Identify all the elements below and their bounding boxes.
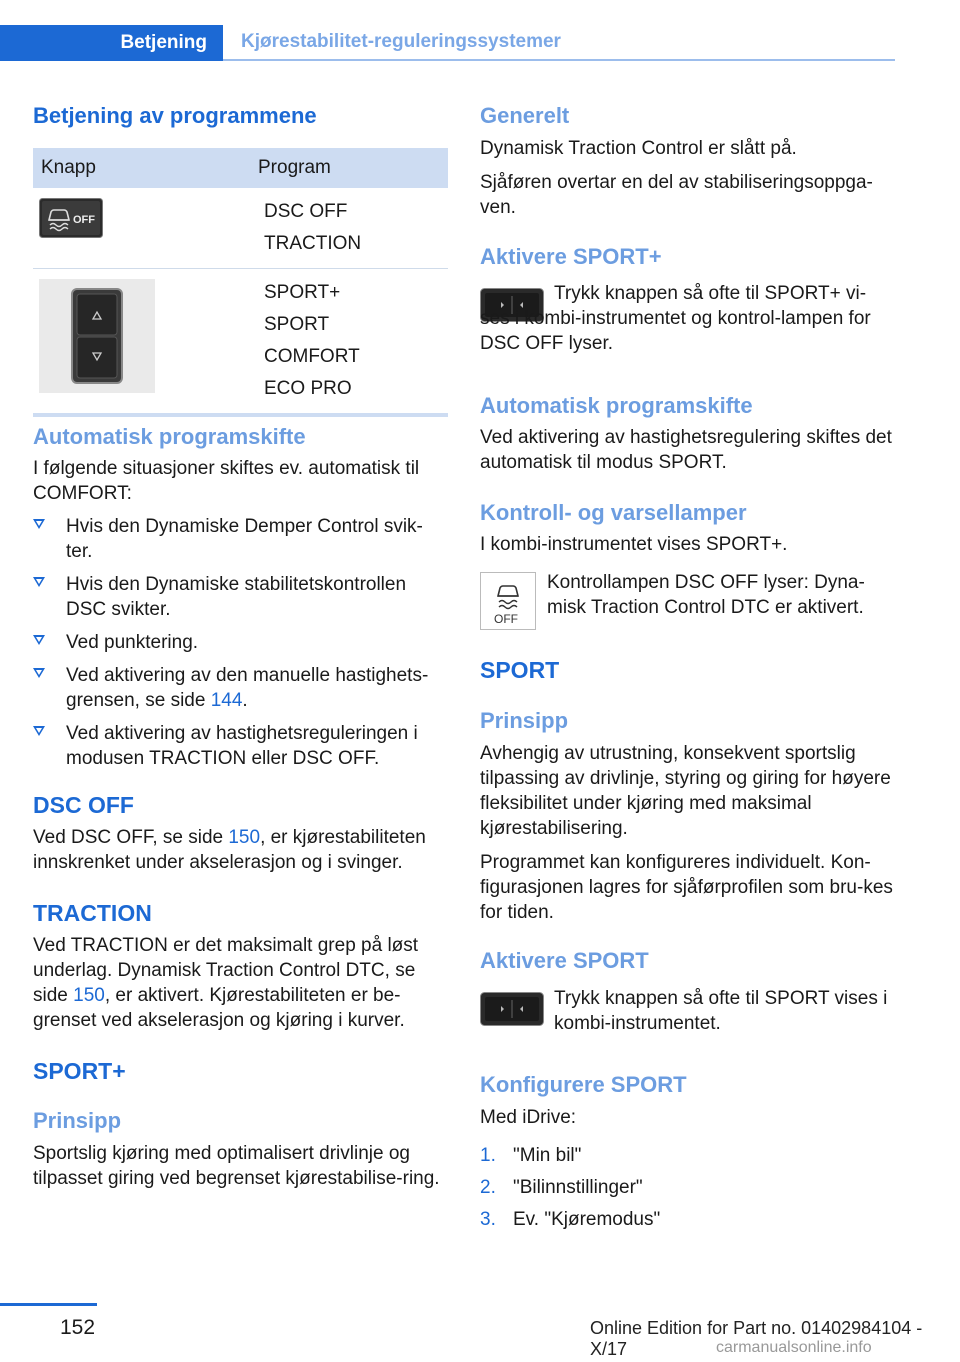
configure-sport-text: Med iDrive: (480, 1107, 577, 1128)
list-item: 3. Ev. "Kjøremodus" (480, 1209, 661, 1230)
program-table (33, 148, 448, 417)
sport-plus-principle-text: Sportslig kjøring med optimalisert drivlinje og tilpasset giring ved begrenset kjørestabilise-ring. (33, 1143, 440, 1189)
general-heading: Generelt (480, 103, 570, 128)
configure-steps-list (480, 1143, 898, 1239)
page-number: 152 (60, 1316, 96, 1339)
program-sport: SPORT (264, 314, 330, 335)
configure-sport-heading: Konfigurere SPORT (480, 1072, 687, 1097)
general-text-2: Sjåføren overtar en del av stabiliseringsoppga-ven. (480, 172, 873, 218)
table-row (33, 269, 448, 416)
indicator-lamp-description: Kontrollampen DSC OFF lyser: Dyna-misk Traction Control DTC er aktivert. (547, 572, 865, 618)
sport-principle-heading: Prinsipp (480, 708, 569, 733)
edition-note: Online Edition for Part no. 01402984104 - X/17 (590, 1318, 923, 1359)
sport-heading: SPORT (480, 657, 560, 683)
triangle-bullet-icon (33, 726, 45, 736)
dsc-off-heading: DSC OFF (33, 792, 134, 818)
auto-switch-intro: I følgende situasjoner skiftes ev. automatisk til COMFORT: (33, 458, 420, 504)
page-link-144[interactable]: 144 (210, 690, 243, 711)
svg-text:OFF: OFF (494, 612, 518, 626)
dsc-off-text: Ved DSC OFF, se side 150, er kjørestabiliteten innskrenket under akselerasjon og i svinger. (33, 827, 426, 873)
table-header-knapp: Knapp (33, 148, 250, 188)
list-item: Ved punktering. (33, 630, 448, 655)
header-bar (0, 25, 895, 63)
auto-switch-heading: Automatisk programskifte (33, 424, 306, 449)
activate-sport-plus-heading: Aktivere SPORT+ (480, 244, 662, 269)
auto-switch-right-heading: Automatisk programskifte (480, 393, 753, 418)
triangle-bullet-icon (33, 668, 45, 678)
triangle-bullet-icon (33, 519, 45, 529)
activate-sport-heading: Aktivere SPORT (480, 948, 649, 973)
indicator-lamps-heading: Kontroll- og varsellamper (480, 500, 747, 525)
program-comfort: COMFORT (264, 346, 360, 367)
program-eco-pro: ECO PRO (264, 378, 352, 399)
sport-plus-heading: SPORT+ (33, 1058, 126, 1084)
list-item: Hvis den Dynamiske Demper Control svik-ter. (33, 514, 448, 564)
auto-switch-right-text: Ved aktivering av hastighetsregulering skiftes det automatisk til modus SPORT. (480, 427, 892, 473)
list-item: Ved aktivering av den manuelle hastighets-grensen, se side 144. (33, 663, 448, 713)
triangle-bullet-icon (33, 635, 45, 645)
sport-plus-principle-heading: Prinsipp (33, 1108, 122, 1133)
triangle-bullet-icon (33, 577, 45, 587)
activate-sport-plus-text: Trykk knappen så ofte til SPORT+ vi-ses i kombi-instrumentet og kontrol-lampen for DSC OFF lyser. (480, 283, 871, 354)
general-text-1: Dynamisk Traction Control er slått på. (480, 138, 797, 159)
rocker-button-cell (33, 269, 250, 416)
rocker-switch-icon (39, 279, 155, 393)
program-dsc-off: DSC OFF (264, 201, 348, 222)
tab-kjorestabilitet[interactable]: Kjørestabilitet-reguleringssystemer (223, 25, 895, 61)
dsc-off-lamp-icon (480, 572, 536, 630)
program-table-wrap (33, 148, 448, 417)
traction-text: Ved TRACTION er det maksimalt grep på løst underlag. Dynamisk Traction Control DTC, se side 150, er aktivert. Kjørestabiliteten er be-grenset ved akselerasjon og kjøring i kurver. (33, 935, 419, 1031)
tab-betjening[interactable]: Betjening (0, 25, 223, 61)
page-link-150[interactable]: 150 (73, 985, 105, 1006)
watermark: carmanualsonline.info (716, 1339, 872, 1356)
traction-heading: TRACTION (33, 900, 152, 926)
list-item: Hvis den Dynamiske stabilitetskontrollen DSC svikter. (33, 572, 448, 622)
table-row (33, 188, 448, 269)
sport-principle-text-2: Programmet kan konfigureres individuelt. Kon-figurasjonen lagres for sjåførprofilen som bru-kes for tiden. (480, 852, 893, 923)
program-traction: TRACTION (264, 233, 362, 254)
activate-sport-text: Trykk knappen så ofte til SPORT vises i kombi-instrumentet. (554, 988, 888, 1034)
program-sport-plus: SPORT+ (264, 282, 341, 303)
list-item: Ved aktivering av hastighetsreguleringen i modusen TRACTION eller DSC OFF. (33, 721, 448, 771)
auto-switch-list (33, 514, 448, 779)
list-item: 1. "Min bil" (480, 1145, 582, 1166)
page-link-150[interactable]: 150 (228, 827, 261, 848)
page-title: Betjening av programmene (33, 103, 317, 128)
dsc-off-button-cell (33, 188, 250, 269)
indicator-lamps-text: I kombi-instrumentet vises SPORT+. (480, 534, 788, 555)
rocker-button-icon (480, 992, 544, 1026)
dsc-off-button-icon (39, 198, 103, 238)
sport-principle-text-1: Avhengig av utrustning, konsekvent sportslig tilpassing av drivlinje, styring og giring for høyere fleksibilitet under kjøring med maksimal kjørestabilisering. (480, 743, 891, 839)
list-item: 2. "Bilinnstillinger" (480, 1177, 643, 1198)
table-header-program: Program (250, 148, 448, 188)
footer-rule (0, 1303, 97, 1306)
svg-text:OFF: OFF (73, 214, 95, 226)
